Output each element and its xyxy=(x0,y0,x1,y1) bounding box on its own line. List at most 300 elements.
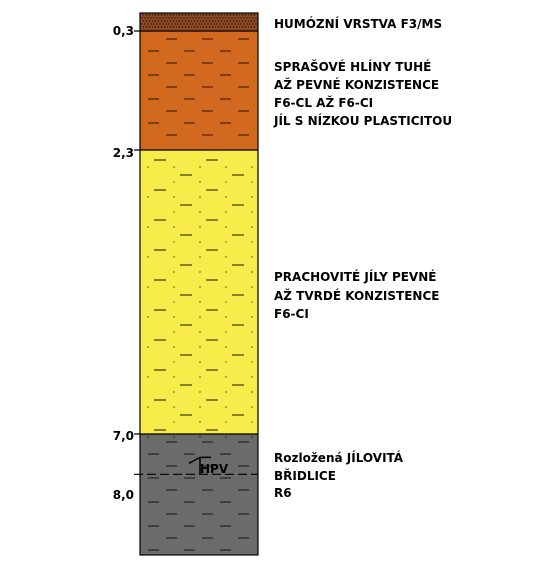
pattern-dot xyxy=(173,316,174,317)
pattern-dot xyxy=(173,166,174,167)
pattern-dot xyxy=(225,23,226,24)
description-line: BŘIDLICE xyxy=(274,469,336,483)
pattern-dot xyxy=(234,17,235,18)
pattern-dot xyxy=(199,361,200,362)
pattern-dot xyxy=(200,26,201,27)
pattern-dot xyxy=(186,23,187,24)
pattern-dot xyxy=(170,20,171,21)
pattern-dot xyxy=(218,20,219,21)
pattern-dot xyxy=(236,14,237,15)
pattern-dot xyxy=(224,14,225,15)
pattern-dot xyxy=(149,20,150,21)
description-humus xyxy=(274,16,442,31)
layer-silty-clay xyxy=(140,150,258,434)
layer-loess-loam xyxy=(140,31,258,150)
pattern-dot xyxy=(231,23,232,24)
pattern-dot xyxy=(153,23,154,24)
pattern-dot xyxy=(143,14,144,15)
pattern-dot xyxy=(150,17,151,18)
pattern-dot xyxy=(218,26,219,27)
pattern-dot xyxy=(186,17,187,18)
pattern-dot xyxy=(200,14,201,15)
pattern-dot xyxy=(245,14,246,15)
pattern-dot xyxy=(248,14,249,15)
pattern-dot xyxy=(225,211,226,212)
pattern-dot xyxy=(216,23,217,24)
pattern-dot xyxy=(192,23,193,24)
pattern-dot xyxy=(167,20,168,21)
pattern-dot xyxy=(199,376,200,377)
pattern-dot xyxy=(173,331,174,332)
pattern-dot xyxy=(173,286,174,287)
pattern-dot xyxy=(177,23,178,24)
pattern-dot xyxy=(182,20,183,21)
pattern-dot xyxy=(251,421,252,422)
pattern-dot xyxy=(173,256,174,257)
pattern-dot xyxy=(251,181,252,182)
pattern-dot xyxy=(234,23,235,24)
pattern-dot xyxy=(158,20,159,21)
pattern-dot xyxy=(161,20,162,21)
pattern-dot xyxy=(176,26,177,27)
pattern-dot xyxy=(149,14,150,15)
pattern-dot xyxy=(173,421,174,422)
pattern-dot xyxy=(251,361,252,362)
pattern-dot xyxy=(146,26,147,27)
pattern-dot xyxy=(225,361,226,362)
pattern-dot xyxy=(222,23,223,24)
pattern-dot xyxy=(237,23,238,24)
pattern-dot xyxy=(251,346,252,347)
pattern-dot xyxy=(200,20,201,21)
pattern-dot xyxy=(199,301,200,302)
pattern-dot xyxy=(173,346,174,347)
pattern-dot xyxy=(242,20,243,21)
pattern-dot xyxy=(173,406,174,407)
pattern-dot xyxy=(161,26,162,27)
pattern-dot xyxy=(173,241,174,242)
pattern-dot xyxy=(182,14,183,15)
pattern-dot xyxy=(179,14,180,15)
pattern-dot xyxy=(213,17,214,18)
pattern-dot xyxy=(206,26,207,27)
pattern-dot xyxy=(188,26,189,27)
pattern-dot xyxy=(236,26,237,27)
pattern-dot xyxy=(199,406,200,407)
pattern-dot xyxy=(195,23,196,24)
pattern-dot xyxy=(255,17,256,18)
description-line: F6-CL AŽ F6-CI xyxy=(274,96,374,110)
pattern-dot xyxy=(203,20,204,21)
pattern-dot xyxy=(251,316,252,317)
pattern-dot xyxy=(224,20,225,21)
pattern-dot xyxy=(225,271,226,272)
pattern-dot xyxy=(237,17,238,18)
pattern-dot xyxy=(248,26,249,27)
pattern-dot xyxy=(212,14,213,15)
pattern-dot xyxy=(159,23,160,24)
pattern-dot xyxy=(194,14,195,15)
pattern-dot xyxy=(199,271,200,272)
pattern-dot xyxy=(194,26,195,27)
pattern-dot xyxy=(150,23,151,24)
pattern-dot xyxy=(152,26,153,27)
pattern-dot xyxy=(195,17,196,18)
pattern-dot xyxy=(210,17,211,18)
pattern-dot xyxy=(158,14,159,15)
pattern-dot xyxy=(147,17,148,18)
pattern-dot xyxy=(251,301,252,302)
description-line: JÍL S NÍZKOU PLASTICITOU xyxy=(274,114,453,128)
pattern-dot xyxy=(251,211,252,212)
pattern-dot xyxy=(199,286,200,287)
pattern-dot xyxy=(156,17,157,18)
pattern-dot xyxy=(251,271,252,272)
pattern-dot xyxy=(197,14,198,15)
pattern-dot xyxy=(225,196,226,197)
pattern-dot xyxy=(162,17,163,18)
pattern-dot xyxy=(180,23,181,24)
pattern-dot xyxy=(199,346,200,347)
description-line: SPRAŠOVÉ HLÍNY TUHÉ xyxy=(274,60,432,74)
pattern-dot xyxy=(206,14,207,15)
pattern-dot xyxy=(199,241,200,242)
pattern-dot xyxy=(173,271,174,272)
pattern-dot xyxy=(251,331,252,332)
pattern-dot xyxy=(162,23,163,24)
pattern-dot xyxy=(161,14,162,15)
pattern-dot xyxy=(254,20,255,21)
pattern-dot xyxy=(192,17,193,18)
pattern-dot xyxy=(228,17,229,18)
pattern-dot xyxy=(168,17,169,18)
pattern-dot xyxy=(251,286,252,287)
pattern-dot xyxy=(251,166,252,167)
pattern-dot xyxy=(194,20,195,21)
pattern-dot xyxy=(173,376,174,377)
pattern-dot xyxy=(155,14,156,15)
pattern-dot xyxy=(251,26,252,27)
pattern-dot xyxy=(176,14,177,15)
pattern-dot xyxy=(251,391,252,392)
pattern-dot xyxy=(147,316,148,317)
pattern-dot xyxy=(215,14,216,15)
pattern-dot xyxy=(227,26,228,27)
pattern-dot xyxy=(198,17,199,18)
pattern-dot xyxy=(209,20,210,21)
pattern-dot xyxy=(221,26,222,27)
pattern-dot xyxy=(168,23,169,24)
layer-weathered-shale xyxy=(140,434,258,555)
pattern-dot xyxy=(213,23,214,24)
pattern-dot xyxy=(225,181,226,182)
pattern-dot xyxy=(146,14,147,15)
pattern-dot xyxy=(230,14,231,15)
pattern-dot xyxy=(174,23,175,24)
groundwater-label: HPV xyxy=(200,462,229,476)
pattern-dot xyxy=(173,391,174,392)
pattern-dot xyxy=(255,23,256,24)
pattern-dot xyxy=(185,20,186,21)
pattern-dot xyxy=(251,20,252,21)
layer-group xyxy=(140,13,258,555)
description-line: F6-CI xyxy=(274,307,309,321)
pattern-dot xyxy=(144,17,145,18)
pattern-dot xyxy=(251,196,252,197)
description-line: PRACHOVITÉ JÍLY PEVNÉ xyxy=(274,270,437,284)
pattern-dot xyxy=(225,331,226,332)
pattern-dot xyxy=(251,406,252,407)
pattern-dot xyxy=(176,20,177,21)
pattern-dot xyxy=(147,346,148,347)
pattern-dot xyxy=(243,23,244,24)
pattern-dot xyxy=(245,26,246,27)
pattern-dot xyxy=(219,17,220,18)
pattern-dot xyxy=(173,301,174,302)
pattern-dot xyxy=(233,14,234,15)
pattern-dot xyxy=(156,23,157,24)
pattern-dot xyxy=(141,17,142,18)
pattern-dot xyxy=(225,316,226,317)
pattern-dot xyxy=(199,256,200,257)
description-line: HUMÓZNÍ VRSTVA F3/MS xyxy=(274,17,443,31)
pattern-dot xyxy=(225,241,226,242)
pattern-dot xyxy=(147,256,148,257)
pattern-dot xyxy=(164,20,165,21)
pattern-dot xyxy=(173,196,174,197)
pattern-dot xyxy=(245,20,246,21)
pattern-dot xyxy=(188,14,189,15)
pattern-dot xyxy=(231,17,232,18)
pattern-dot xyxy=(225,436,226,437)
pattern-dot xyxy=(171,17,172,18)
pattern-dot xyxy=(239,26,240,27)
description-line: AŽ TVRDÉ KONZISTENCE xyxy=(274,289,440,303)
pattern-dot xyxy=(191,26,192,27)
pattern-dot xyxy=(147,286,148,287)
pattern-dot xyxy=(199,331,200,332)
pattern-dot xyxy=(251,436,252,437)
pattern-dot xyxy=(170,26,171,27)
pattern-dot xyxy=(198,23,199,24)
pattern-dot xyxy=(147,376,148,377)
depth-label-groundwater: 8,0 xyxy=(112,488,134,502)
description-silty-clay xyxy=(274,269,439,321)
pattern-dot xyxy=(225,226,226,227)
pattern-dot xyxy=(228,23,229,24)
pattern-dot xyxy=(207,17,208,18)
pattern-dot xyxy=(147,436,148,437)
pattern-dot xyxy=(240,23,241,24)
pattern-dot xyxy=(173,20,174,21)
depth-label-silty-clay: 7,0 xyxy=(112,429,134,443)
pattern-dot xyxy=(233,20,234,21)
pattern-dot xyxy=(147,196,148,197)
pattern-dot xyxy=(225,286,226,287)
pattern-dot xyxy=(212,20,213,21)
pattern-dot xyxy=(225,406,226,407)
description-line: R6 xyxy=(274,486,292,500)
description-line: AŽ PEVNÉ KONZISTENCE xyxy=(274,78,440,92)
pattern-dot xyxy=(152,20,153,21)
pattern-dot xyxy=(167,14,168,15)
pattern-dot xyxy=(144,23,145,24)
pattern-dot xyxy=(165,17,166,18)
pattern-dot xyxy=(173,211,174,212)
pattern-dot xyxy=(143,26,144,27)
pattern-dot xyxy=(197,26,198,27)
pattern-dot xyxy=(227,14,228,15)
pattern-dot xyxy=(155,20,156,21)
pattern-dot xyxy=(230,20,231,21)
pattern-dot xyxy=(189,23,190,24)
pattern-dot xyxy=(189,17,190,18)
pattern-dot xyxy=(251,256,252,257)
pattern-dot xyxy=(252,17,253,18)
pattern-dot xyxy=(173,361,174,362)
pattern-dot xyxy=(188,20,189,21)
pattern-dot xyxy=(199,166,200,167)
pattern-dot xyxy=(199,421,200,422)
pattern-dot xyxy=(216,17,217,18)
pattern-dot xyxy=(173,14,174,15)
pattern-dot xyxy=(212,26,213,27)
layer-humus xyxy=(140,13,258,31)
pattern-dot xyxy=(199,391,200,392)
pattern-dot xyxy=(210,23,211,24)
pattern-dot xyxy=(199,211,200,212)
pattern-dot xyxy=(185,26,186,27)
pattern-dot xyxy=(153,17,154,18)
pattern-dot xyxy=(191,14,192,15)
depth-label-humus: 0,3 xyxy=(112,24,134,38)
description-weathered-shale xyxy=(274,450,404,500)
pattern-dot xyxy=(249,23,250,24)
pattern-dot xyxy=(249,17,250,18)
description-loess-loam xyxy=(273,59,452,128)
pattern-dot xyxy=(251,376,252,377)
pattern-dot xyxy=(254,14,255,15)
pattern-dot xyxy=(159,17,160,18)
pattern-dot xyxy=(201,17,202,18)
pattern-dot xyxy=(141,23,142,24)
pattern-dot xyxy=(197,20,198,21)
pattern-dot xyxy=(230,26,231,27)
pattern-dot xyxy=(246,17,247,18)
pattern-dot xyxy=(219,23,220,24)
pattern-dot xyxy=(203,26,204,27)
pattern-dot xyxy=(174,17,175,18)
pattern-dot xyxy=(164,14,165,15)
pattern-dot xyxy=(206,20,207,21)
pattern-dot xyxy=(215,20,216,21)
pattern-dot xyxy=(146,20,147,21)
pattern-dot xyxy=(147,226,148,227)
pattern-dot xyxy=(199,316,200,317)
pattern-dot xyxy=(242,26,243,27)
pattern-dot xyxy=(164,26,165,27)
pattern-dot xyxy=(222,17,223,18)
pattern-dot xyxy=(251,14,252,15)
pattern-dot xyxy=(224,26,225,27)
pattern-dot xyxy=(240,17,241,18)
pattern-dot xyxy=(167,26,168,27)
pattern-dot xyxy=(177,17,178,18)
pattern-dot xyxy=(199,226,200,227)
pattern-dot xyxy=(248,20,249,21)
pattern-dot xyxy=(225,17,226,18)
description-line: Rozložená JÍLOVITÁ xyxy=(274,451,404,465)
pattern-dot xyxy=(209,26,210,27)
pattern-dot xyxy=(170,14,171,15)
pattern-dot xyxy=(225,256,226,257)
pattern-dot xyxy=(239,14,240,15)
pattern-dot xyxy=(173,181,174,182)
pattern-dot xyxy=(147,406,148,407)
pattern-dot xyxy=(158,26,159,27)
pattern-dot xyxy=(179,20,180,21)
pattern-dot xyxy=(147,166,148,167)
pattern-dot xyxy=(236,20,237,21)
pattern-dot xyxy=(218,14,219,15)
pattern-dot xyxy=(225,376,226,377)
pattern-dot xyxy=(149,26,150,27)
pattern-dot xyxy=(201,23,202,24)
pattern-dot xyxy=(221,14,222,15)
pattern-dot xyxy=(225,301,226,302)
pattern-dot xyxy=(199,436,200,437)
pattern-dot xyxy=(165,23,166,24)
pattern-dot xyxy=(225,421,226,422)
pattern-dot xyxy=(225,391,226,392)
pattern-dot xyxy=(207,23,208,24)
pattern-dot xyxy=(173,226,174,227)
pattern-dot xyxy=(180,17,181,18)
pattern-dot xyxy=(204,17,205,18)
pattern-dot xyxy=(199,196,200,197)
pattern-dot xyxy=(143,20,144,21)
pattern-dot xyxy=(215,26,216,27)
pattern-dot xyxy=(182,26,183,27)
pattern-dot xyxy=(185,14,186,15)
pattern-dot xyxy=(155,26,156,27)
pattern-dot xyxy=(227,20,228,21)
pattern-dot xyxy=(225,166,226,167)
pattern-dot xyxy=(173,26,174,27)
pattern-dot xyxy=(251,241,252,242)
pattern-dot xyxy=(242,14,243,15)
pattern-dot xyxy=(225,346,226,347)
pattern-dot xyxy=(251,226,252,227)
pattern-dot xyxy=(147,23,148,24)
pattern-dot xyxy=(152,14,153,15)
pattern-dot xyxy=(246,23,247,24)
pattern-dot xyxy=(252,23,253,24)
pattern-dot xyxy=(233,26,234,27)
pattern-dot xyxy=(204,23,205,24)
pattern-dot xyxy=(199,181,200,182)
pattern-dot xyxy=(183,23,184,24)
pattern-dot xyxy=(173,436,174,437)
pattern-dot xyxy=(243,17,244,18)
depth-label-loess-loam: 2,3 xyxy=(112,146,134,160)
pattern-dot xyxy=(203,14,204,15)
pattern-dot xyxy=(183,17,184,18)
pattern-dot xyxy=(171,23,172,24)
pattern-dot xyxy=(179,26,180,27)
pattern-dot xyxy=(221,20,222,21)
pattern-dot xyxy=(209,14,210,15)
